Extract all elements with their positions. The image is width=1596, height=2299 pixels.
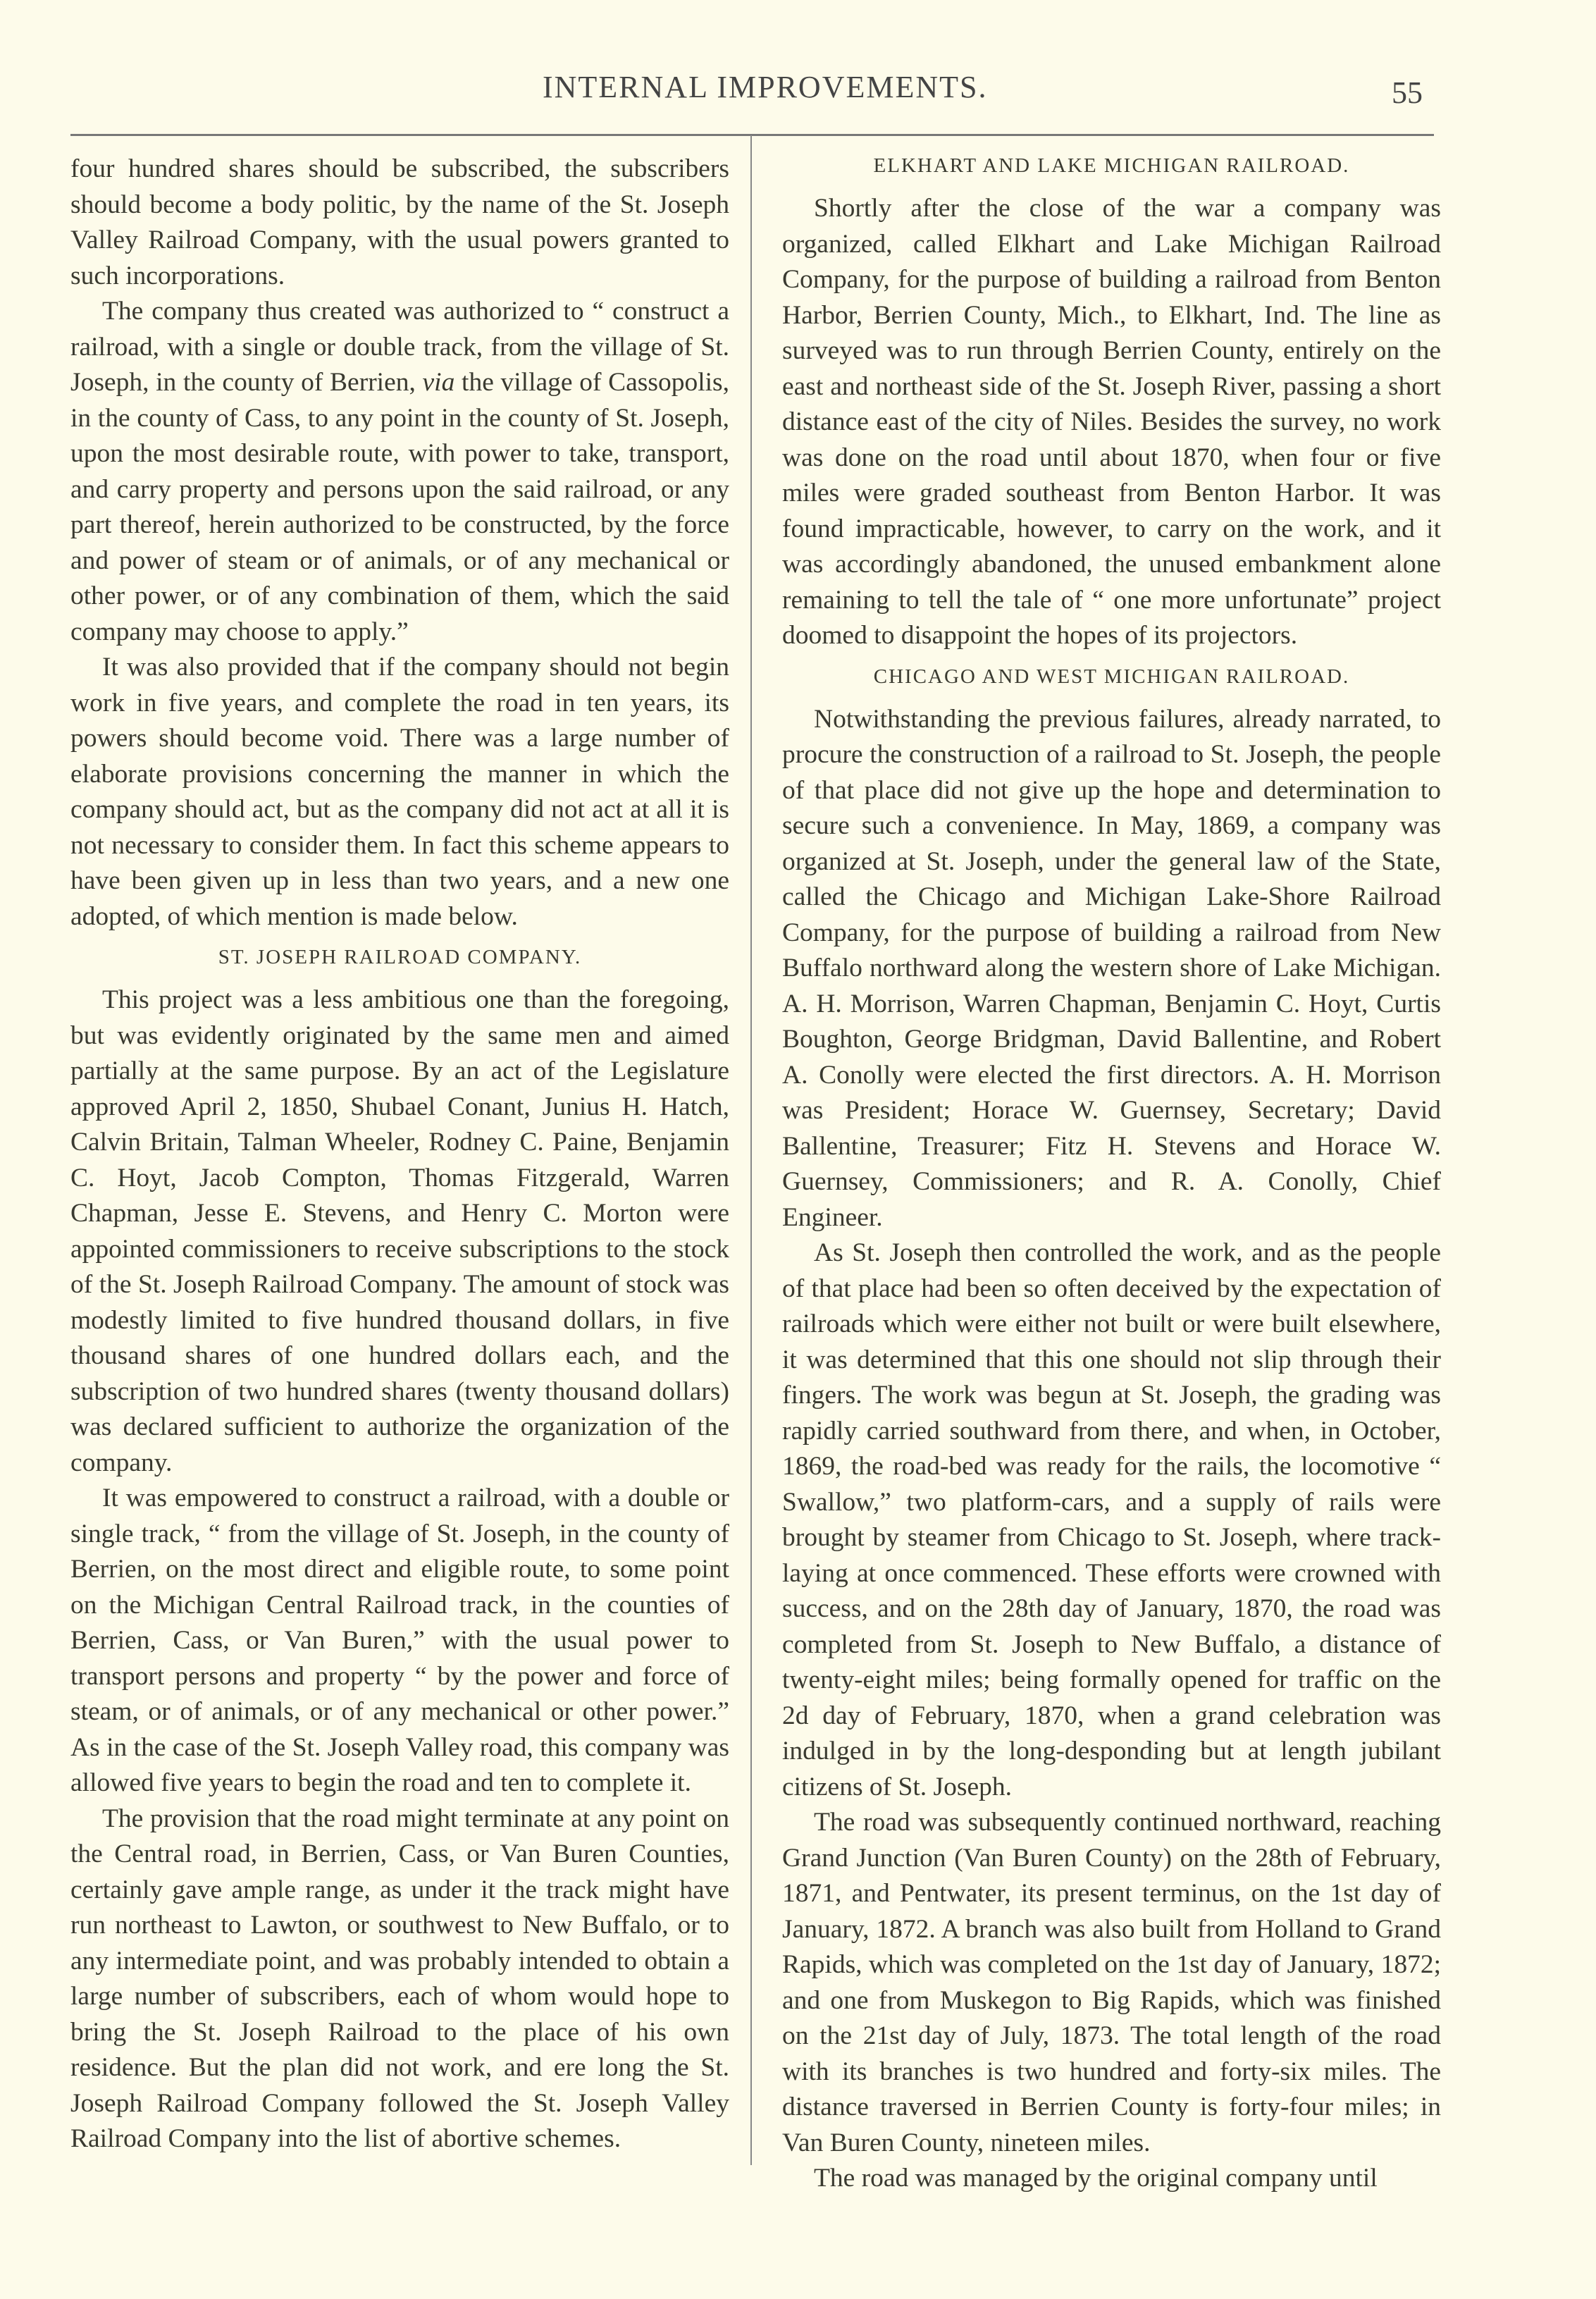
section-heading: ELKHART AND LAKE MICHIGAN RAILROAD.: [873, 154, 1350, 177]
paragraph: This project was a less ambitious one than the foregoing, but was evidently originated by the same men and aimed partially at the same purpose. By an act of the Legislature approved April 2, 1850, Shubael Conant, Junius H. Hatch, Calvin Britain, Talman Wheeler, Rodney C. Paine, Benjamin C. Hoyt, Jacob Compton, Thomas Fitzgerald, Warren Chapman, Jesse E. Stevens, and Henry C. Morton were appointed commissioners to receive subscriptions to the stock of the St. Joseph Railroad Company. The amount of stock was modestly limited to five hundred thousand dollars, in five thousand shares of one hundred dollars each, and the subscription of two hundred shares (twenty thousand dollars) was declared sufficient to authorize the organization of the company.: [70, 985, 729, 1477]
paragraph: It was empowered to construct a railroad, with a double or single track, “ from the village of St. Joseph, in the county of Berrien, on the most direct and eligible route, to some point on the Michigan Central Railroad track, in the counties of Berrien, Cass, or Van Buren,” with the usual power to transport persons and property “ by the power and force of steam, or of animals, or of any mechanical or other power.” As in the case of the St. Joseph Valley road, this company was allowed five years to begin the road and ten to complete it.: [70, 1484, 729, 1797]
paragraph: It was also provided that if the company should not begin work in five years, and complete the road in ten years, its powers should become void. There was a large number of elaborate provisions concerning the manner in which the company should act, but as the company did not act at all it is not necessary to consider them. In fact this scheme appears to have been given up in less than two years, and a new one adopted, of which mention is made below.: [70, 653, 729, 931]
paragraph: [70, 294, 729, 650]
paragraph: The road was managed by the original company until: [814, 2164, 1378, 2193]
header-rule: [70, 134, 1434, 136]
paragraph: Notwithstanding the previous failures, already narrated, to procure the construction of a railroad to St. Joseph, the people of that place did not give up the hope and determination to secure such a convenience. In May, 1869, a company was organized at St. Joseph, under the general law of the State, called the Chicago and Michigan Lake-Shore Railroad Company, for the purpose of building a railroad from New Buffalo northward along the western shore of Lake Michigan. A. H. Morrison, Warren Chapman, Benjamin C. Hoyt, Curtis Boughton, George Bridgman, David Ballentine, and Robert A. Conolly were elected the first directors. A. H. Morrison was President; Horace W. Guernsey, Secretary; David Ballentine, Treasurer; Fitz H. Stevens and Horace W. Guernsey, Commissioners; and R. A. Conolly, Chief Engineer.: [782, 704, 1441, 1232]
section-heading: CHICAGO AND WEST MICHIGAN RAILROAD.: [873, 665, 1350, 688]
paragraph: As St. Joseph then controlled the work, and as the people of that place had been so often deceived by the expectation of railroads which were either not built or were built elsewhere, it was determined that this one should not slip through their fingers. The work was begun at St. Joseph, the grading was rapidly carried southward from there, and when, in October, 1869, the road-bed was ready for the rails, the locomotive “ Swallow,” two platform-cars, and a supply of rails were brought by steamer from Chicago to St. Joseph, where track-laying at once commenced. These efforts were crowned with success, and on the 28th day of January, 1870, the road was completed from St. Joseph to New Buffalo, a distance of twenty-eight miles; being formally opened for traffic on the 2d day of February, 1870, when a grand celebration was indulged in by the long-desponding but at length jubilant citizens of St. Joseph.: [782, 1238, 1441, 1801]
text-run: the village of Cassopolis, in the county of Cass, to any point in the county of St. Joseph, upon the most desirable route, with power to take, transport, and carry property and persons upon the said railroad, or any part thereof, herein authorized to be constructed, by the force and power of steam or of animals, or of any mechanical or other power, or of any combination of them, which the said company may choose to apply.”: [70, 368, 729, 646]
paragraph: The provision that the road might terminate at any point on the Central road, in Berrien, Cass, or Van Buren Counties, certainly gave ample range, as under it the track might have run northeast to Lawton, or southwest to New Buffalo, or to any intermediate point, and was probably intended to obtain a large number of subscribers, each of whom would hope to bring the St. Joseph Railroad to the place of his own residence. But the plan did not work, and ere long the St. Joseph Railroad Company followed the St. Joseph Valley Railroad Company into the list of abortive schemes.: [70, 1804, 729, 2153]
paragraph: four hundred shares should be subscribed, the subscribers should become a body politic, by the name of the St. Joseph Valley Railroad Company, with the usual powers granted to such incorporations.: [70, 154, 729, 290]
section-heading: ST. JOSEPH RAILROAD COMPANY.: [218, 946, 582, 968]
running-title: INTERNAL IMPROVEMENTS.: [543, 70, 988, 104]
right-column: [782, 152, 1441, 2197]
paragraph: Shortly after the close of the war a company was organized, called Elkhart and Lake Michigan Railroad Company, for the purpose of building a railroad from Benton Harbor, Berrien County, Mich., to Elkhart, Ind. The line as surveyed was to run through Berrien County, entirely on the east and northeast side of the St. Joseph River, passing a short distance east of the city of Niles. Besides the survey, no work was done on the road until about 1870, when four or five miles were graded southeast from Benton Harbor. It was found impracticable, however, to carry on the work, and it was accordingly abandoned, the unused embankment alone remaining to tell the tale of “ one more unfortunate” project doomed to disappoint the hopes of its projectors.: [782, 194, 1441, 650]
left-column: [70, 152, 729, 2157]
text-run: The company thus created was authorized to “ construct a railroad, with a single or double track, from the village of St. Joseph, in the county of Berrien,: [70, 297, 729, 397]
page-number: 55: [1392, 75, 1423, 110]
italic-text: via: [422, 368, 455, 397]
paragraph: The road was subsequently continued northward, reaching Grand Junction (Van Buren County) on the 28th of February, 1871, and Pentwater, its present terminus, on the 1st day of January, 1872. A branch was also built from Holland to Grand Rapids, which was completed on the 1st day of January, 1872; and one from Muskegon to Big Rapids, which was finished on the 21st day of July, 1873. The total length of the road with its branches is two hundred and forty-six miles. The distance traversed in Berrien County is forty-four miles; in Van Buren County, nineteen miles.: [782, 1808, 1441, 2157]
column-divider: [750, 135, 752, 2165]
running-header: [0, 69, 1596, 118]
